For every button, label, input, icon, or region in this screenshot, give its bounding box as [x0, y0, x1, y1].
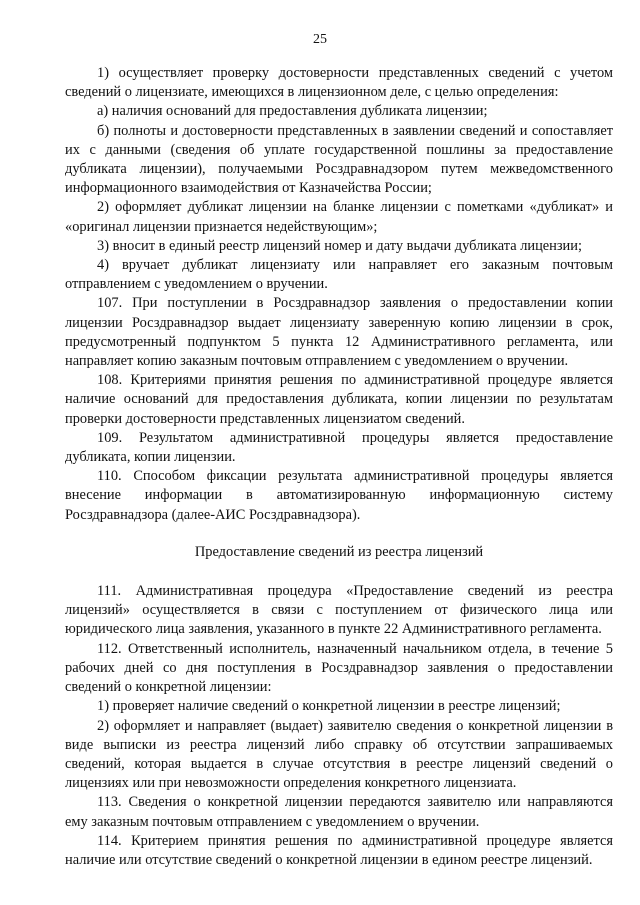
paragraph: 114. Критерием принятия решения по административной процедуре является наличие или отсутствие сведений о конкретной лицензии в едином реестре лицензий. — [65, 832, 613, 868]
paragraph: 112. Ответственный исполнитель, назначенный начальником отдела, в течение 5 рабочих дней со дня поступления в Росздравнадзор заявления о предоставлении сведений о конкретной лицензии: — [65, 640, 613, 696]
paragraph: 110. Способом фиксации результата административной процедуры является внесение информации в автоматизированную информационную систему Росздравнадзора (далее-АИС Росздравнадзора). — [65, 468, 613, 523]
paragraph: 107. При поступлении в Росздравнадзор заявления о предоставлении копии лицензии Росздравнадзор выдает лицензиату заверенную копию лицензии в срок, предусмотренный подпунктом 5 пункта 12 Административного регламента, или направляет копию заказным почтовым отправлением с уведомлением о вручении. — [65, 295, 613, 370]
paragraph: 108. Критериями принятия решения по административной процедуре является наличие оснований для предоставления дубликата, копии лицензии по результатам проверки достоверности представленных лицензиатом сведений. — [65, 372, 613, 427]
paragraph: 3) вносит в единый реестр лицензий номер и дату выдачи дубликата лицензии; — [97, 237, 582, 254]
section-heading: Предоставление сведений из реестра лицензий — [194, 543, 484, 560]
paragraph: 109. Результатом административной процедуры является предоставление дубликата, копии лицензии. — [65, 429, 613, 466]
spacer — [65, 525, 613, 543]
paragraph: 1) проверяет наличие сведений о конкретной лицензии в реестре лицензий; — [97, 698, 561, 715]
paragraph: 113. Сведения о конкретной лицензии передаются заявителю или направляются ему заказным почтовым отправлением с уведомлением о вручении. — [65, 794, 613, 830]
page-number: 25 — [313, 32, 327, 47]
page-content — [65, 64, 613, 870]
paragraph: 2) оформляет и направляет (выдает) заявителю сведения о конкретной лицензии в виде выписки из реестра лицензий либо справку об отсутствии запрашиваемых сведений, которая выдается в случае отсутствия в реестре лицензий сведений о лицензиях или при невозможности определения конкретного лицензиата. — [65, 717, 613, 792]
paragraph: 2) оформляет дубликат лицензии на бланке лицензии с пометками «дубликат» и «оригинал лицензии признается недействующим»; — [65, 199, 613, 235]
paragraph: 111. Административная процедура «Предоставление сведений из реестра лицензий» осуществляется в связи с поступлением от физического лица или юридического лица заявления, указанного в пункте 22 Административного регламента. — [65, 583, 613, 638]
paragraph: 1) осуществляет проверку достоверности представленных сведений с учетом сведений о лицензиате, имеющихся в лицензионном деле, с целью определения: — [65, 65, 613, 101]
paragraph: б) полноты и достоверности представленных в заявлении сведений и сопоставляет их с данными (сведения об уплате государственной пошлины за предоставление дубликата лицензии), получаемыми Росздравнадзором путем межведомственного информационного взаимодействия от Казначейства России; — [65, 122, 613, 197]
paragraph: а) наличия оснований для предоставления дубликата лицензии; — [97, 103, 488, 120]
spacer — [65, 562, 613, 582]
paragraph: 4) вручает дубликат лицензиату или направляет его заказным почтовым отправлением с уведомлением о вручении. — [65, 257, 613, 293]
